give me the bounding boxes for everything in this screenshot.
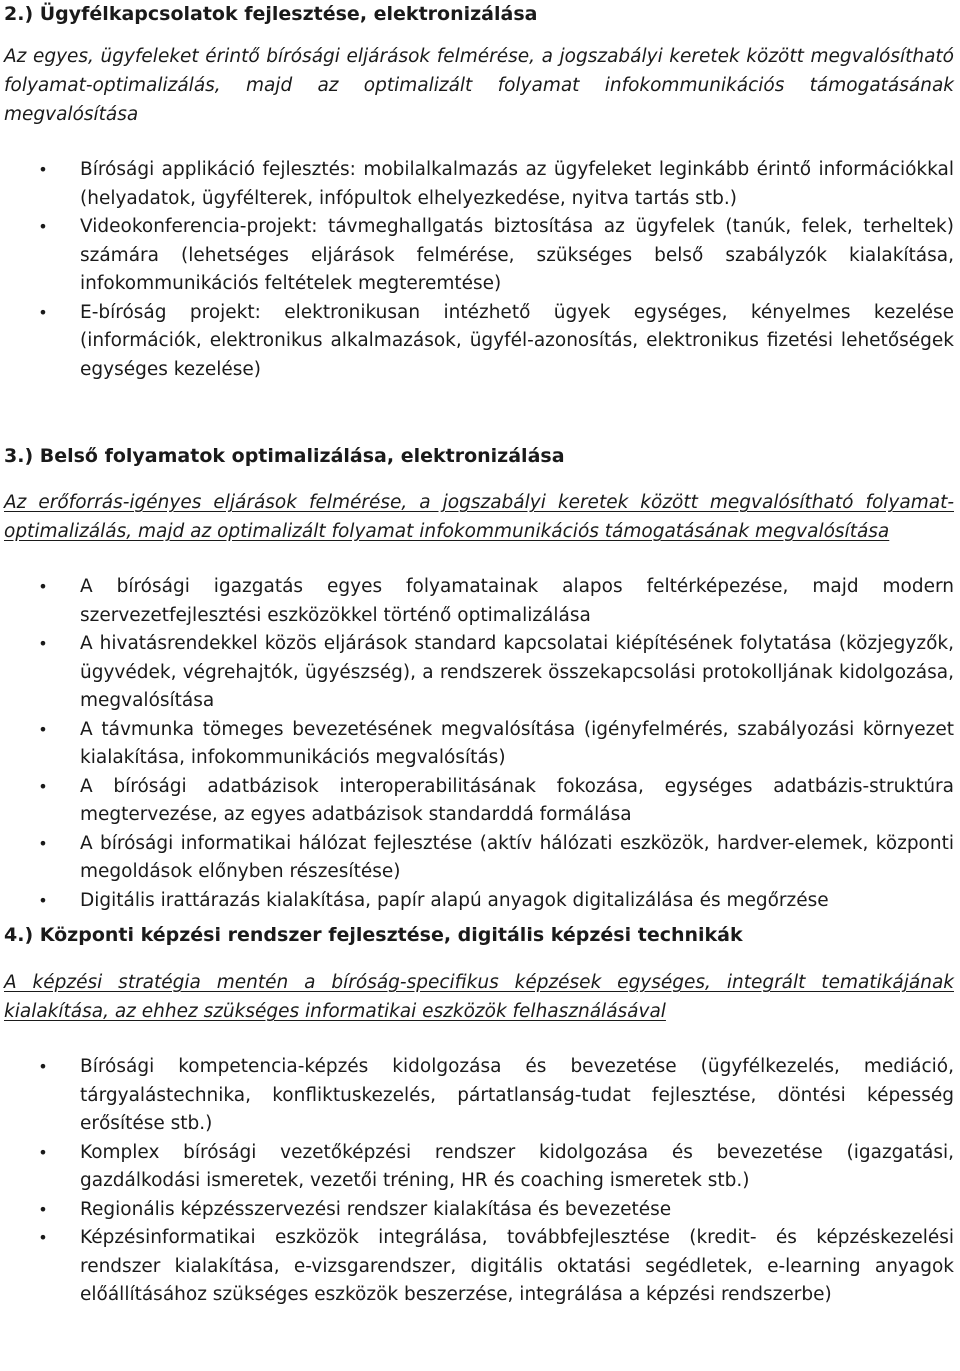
list-item-text: A bírósági informatikai hálózat fejlesztése (aktív hálózati eszközök, hardver-elemek, központi megoldások előnyben részesítése) bbox=[80, 832, 954, 882]
bullet-icon: • bbox=[38, 160, 48, 179]
list-item-text: Videokonferencia-projekt: távmeghallgatás biztosítása az ügyfelek (tanúk, felek, terheltek) számára (lehetséges eljárások felmérése, szükséges belső szabályzók kialakítása, infokommunikációs feltételek megteremtése) bbox=[80, 216, 954, 294]
bullet-icon: • bbox=[38, 719, 48, 739]
bullet-icon: • bbox=[38, 634, 48, 653]
list-item-text: Bírósági applikáció fejlesztés: mobilalkalmazás az ügyfeleket leginkább érintő információkkal (helyadatok, ügyfélterek, infópultok elhelyezkedése, nyitva tartás stb.) bbox=[80, 159, 954, 209]
bullet-icon: • bbox=[38, 217, 48, 236]
section-intro: Az egyes, ügyfeleket érintő bírósági eljárások felmérése, a jogszabályi keretek között megvalósítható folyamat-optimalizálás, majd az optimalizált folyamat infokommunikációs támogatásának megvalósítása bbox=[4, 46, 954, 125]
bullet-icon: • bbox=[38, 833, 48, 853]
section-2 bbox=[4, 0, 954, 384]
list-item bbox=[4, 156, 954, 213]
section-intro: A képzési stratégia mentén a bíróság-specifikus képzések egységes, integrált tematikájának kialakítása, az ehhez szükséges informatikai eszközök felhasználásával bbox=[4, 972, 954, 1022]
list-item-text: Digitális irattárazás kialakítása, papír alapú anyagok digitalizálása és megőrzése bbox=[80, 889, 829, 911]
bullet-icon: • bbox=[38, 1142, 48, 1162]
list-item bbox=[4, 773, 954, 830]
list-item bbox=[4, 830, 954, 887]
list-item-text: Képzésinformatikai eszközök integrálása, továbbfejlesztése (kredit- és képzéskezelési rendszer kialakítása, e-vizsgarendszer, digitális oktatási segédletek, e-learning anyagok előállításához szükséges eszközök beszerzése, integrálása a képzési rendszerbe) bbox=[80, 1227, 954, 1305]
bullet-icon: • bbox=[38, 302, 48, 322]
list-item bbox=[4, 716, 954, 773]
bullet-icon: • bbox=[38, 1057, 48, 1076]
section-3 bbox=[4, 442, 954, 915]
list-item-text: A bírósági igazgatás egyes folyamatainak alapos feltérképezése, majd modern szervezetfejlesztési eszközökkel történő optimalizálása bbox=[80, 576, 954, 626]
list-item bbox=[4, 299, 954, 385]
bullet-icon: • bbox=[38, 1199, 48, 1219]
bullet-icon: • bbox=[38, 776, 48, 796]
bullet-icon: • bbox=[38, 890, 48, 910]
section-4 bbox=[4, 921, 954, 1310]
section-heading: 2.) Ügyfélkapcsolatok fejlesztése, elektronizálása bbox=[4, 3, 538, 25]
list-item bbox=[4, 1224, 954, 1310]
list-item-text: Bírósági kompetencia-képzés kidolgozása és bevezetése (ügyfélkezelés, mediáció, tárgyalástechnika, konfliktuskezelés, pártatlanság-tudat fejlesztése, döntési képesség erősítése stb.) bbox=[80, 1056, 954, 1134]
bullet-list bbox=[4, 573, 954, 915]
list-item bbox=[4, 573, 954, 630]
section-intro: Az erőforrás-igényes eljárások felmérése, a jogszabályi keretek között megvalósítható folyamat-optimalizálás, majd az optimalizált folyamat infokommunikációs támogatásának megvalósítása bbox=[4, 492, 954, 542]
bullet-icon: • bbox=[38, 1228, 48, 1247]
bullet-list bbox=[4, 156, 954, 384]
list-item bbox=[4, 1139, 954, 1196]
list-item bbox=[4, 1196, 954, 1225]
list-item bbox=[4, 630, 954, 716]
bullet-list bbox=[4, 1053, 954, 1310]
list-item-text: E-bíróság projekt: elektronikusan intézhető ügyek egységes, kényelmes kezelése (információk, elektronikus alkalmazások, ügyfél-azonosítás, elektronikus fizetési lehetőségek egységes kezelése) bbox=[80, 301, 954, 380]
list-item bbox=[4, 1053, 954, 1139]
section-heading: 4.) Központi képzési rendszer fejlesztése, digitális képzési technikák bbox=[4, 924, 743, 946]
list-item bbox=[4, 213, 954, 299]
list-item-text: A távmunka tömeges bevezetésének megvalósítása (igényfelmérés, szabályozási környezet kialakítása, infokommunikációs megvalósítás) bbox=[80, 718, 954, 768]
list-item bbox=[4, 887, 954, 916]
list-item-text: Regionális képzésszervezési rendszer kialakítása és bevezetése bbox=[80, 1198, 672, 1220]
section-heading: 3.) Belső folyamatok optimalizálása, elektronizálása bbox=[4, 445, 565, 467]
list-item-text: A hivatásrendekkel közös eljárások standard kapcsolatai kiépítésének folytatása (közjegyzők, ügyvédek, végrehajtók, ügyészség), a rendszerek összekapcsolási protokolljának kidolgozása, megvalósítása bbox=[80, 633, 954, 711]
list-item-text: Komplex bírósági vezetőképzési rendszer kidolgozása és bevezetése (igazgatási, gazdálkodási ismeretek, vezetői tréning, HR és coaching ismeretek stb.) bbox=[80, 1141, 954, 1191]
list-item-text: A bírósági adatbázisok interoperabilitásának fokozása, egységes adatbázis-struktúra megtervezése, az egyes adatbázisok standarddá formálása bbox=[80, 775, 954, 825]
bullet-icon: • bbox=[38, 577, 48, 596]
